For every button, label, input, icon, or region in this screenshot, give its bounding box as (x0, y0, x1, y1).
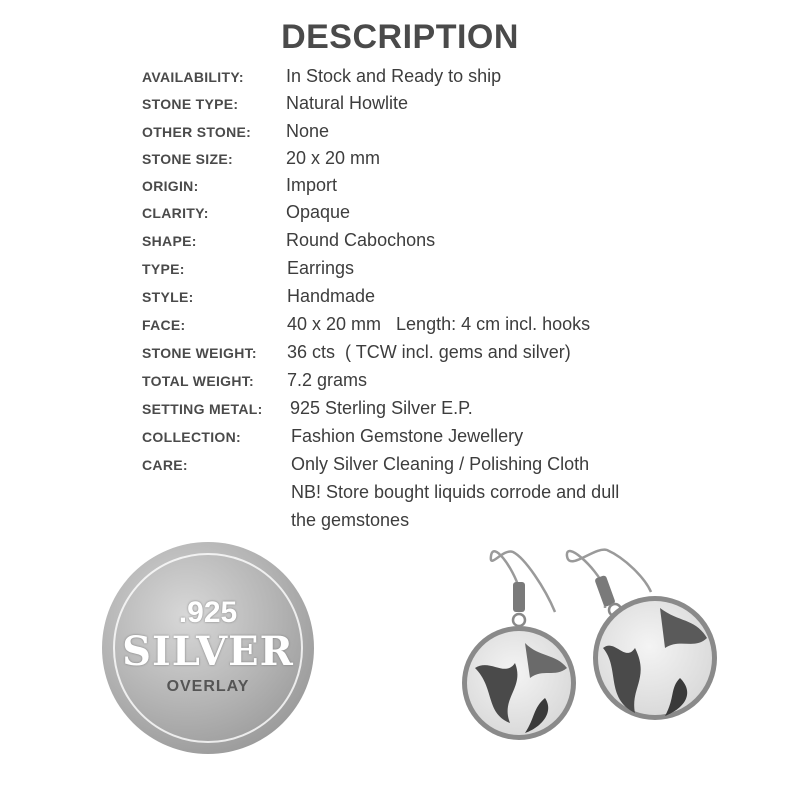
spec-value: 20 x 20 mm (286, 148, 381, 168)
badge-metal: SILVER (122, 628, 294, 675)
spec-row-care (0, 454, 800, 480)
spec-label: STYLE: (142, 289, 194, 305)
badge-finish: OVERLAY (166, 678, 250, 695)
spec-row-availability (0, 66, 800, 92)
spec-value: In Stock and Ready to ship (286, 66, 502, 86)
page-title: DESCRIPTION (281, 18, 519, 56)
spec-row-face (0, 314, 800, 340)
spec-label: CARE: (142, 457, 188, 473)
silver-overlay-badge (100, 540, 316, 756)
spec-value: Round Cabochons (286, 230, 436, 250)
spec-value: Import (286, 175, 338, 195)
spec-value: Opaque (286, 202, 351, 222)
spec-value: 36 cts ( TCW incl. gems and silver) (287, 342, 571, 362)
spec-value: Handmade (287, 286, 376, 306)
spec-label: SHAPE: (142, 233, 197, 249)
spec-value: Earrings (287, 258, 355, 278)
spec-value: Only Silver Cleaning / Polishing Cloth (291, 454, 590, 474)
spec-row-setting-metal (0, 398, 800, 424)
care-note-line: the gemstones (291, 510, 410, 530)
spec-row-clarity (0, 202, 800, 228)
spec-label: AVAILABILITY: (142, 69, 244, 85)
earrings-product-image (455, 538, 730, 750)
spec-label: TOTAL WEIGHT: (142, 373, 255, 389)
spec-row-stone-type (0, 93, 800, 119)
spec-value: None (286, 121, 330, 141)
spec-value: 925 Sterling Silver E.P. (290, 398, 473, 418)
spec-label: SETTING METAL: (142, 401, 263, 417)
spec-label: CLARITY: (142, 205, 209, 221)
spec-value: Natural Howlite (286, 93, 409, 113)
spec-label: COLLECTION: (142, 429, 241, 445)
spec-label: OTHER STONE: (142, 124, 252, 140)
spec-row-total-weight (0, 370, 800, 396)
spec-label: TYPE: (142, 261, 185, 277)
spec-row-other-stone (0, 121, 800, 147)
spec-row-origin (0, 175, 800, 201)
spec-label: ORIGIN: (142, 178, 199, 194)
spec-row-type (0, 258, 800, 284)
spec-row-stone-weight (0, 342, 800, 368)
badge-purity: .925 (178, 596, 238, 629)
spec-row-stone-size (0, 148, 800, 174)
spec-value: Fashion Gemstone Jewellery (291, 426, 524, 446)
spec-label: STONE WEIGHT: (142, 345, 257, 361)
howlite-earrings-icon (455, 538, 730, 750)
spec-label: STONE TYPE: (142, 96, 239, 112)
spec-row-style (0, 286, 800, 312)
spec-value: 40 x 20 mm Length: 4 cm incl. hooks (287, 314, 591, 334)
spec-label: FACE: (142, 317, 186, 333)
care-note-line: NB! Store bought liquids corrode and dull (291, 482, 620, 502)
spec-row-shape (0, 230, 800, 256)
spec-value: 7.2 grams (287, 370, 368, 390)
spec-row-collection (0, 426, 800, 452)
spec-label: STONE SIZE: (142, 151, 233, 167)
